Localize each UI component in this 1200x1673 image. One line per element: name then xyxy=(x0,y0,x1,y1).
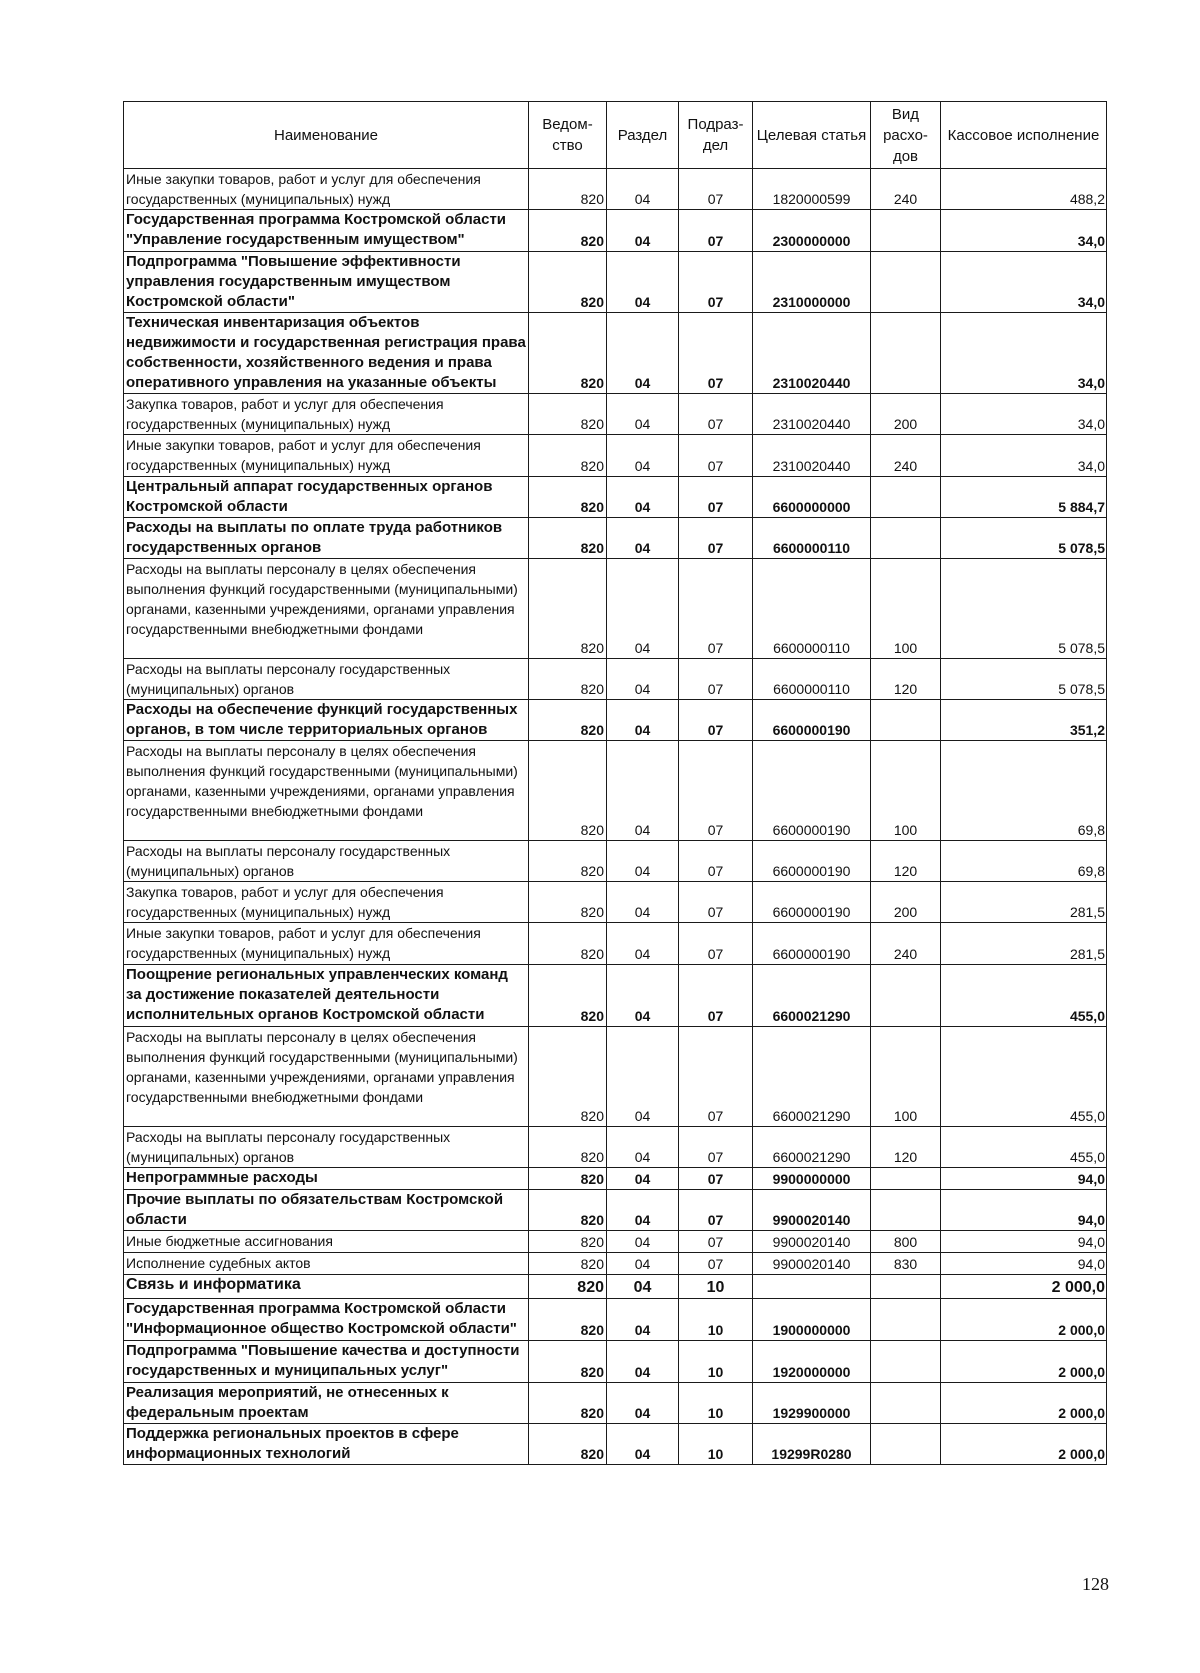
row-razdel-cell: 04 xyxy=(607,1231,679,1253)
row-name-cell: Техническая инвентаризация объектов недвижимости и государственная регистрация права собственности, хозяйственного ведения и права оперативного управления на указанные объекты xyxy=(124,313,529,394)
row-podrazdel-cell: 07 xyxy=(679,1253,753,1275)
row-kassovoe-ispolnenie-cell: 455,0 xyxy=(941,1027,1107,1127)
row-name-cell: Иные бюджетные ассигнования xyxy=(124,1231,529,1253)
row-vid-rashodov-cell: 830 xyxy=(871,1253,941,1275)
row-vedomstvo-cell: 820 xyxy=(529,741,607,841)
table-row xyxy=(124,965,1107,1027)
row-celevaya-statya-cell: 6600000110 xyxy=(753,559,871,659)
row-kassovoe-ispolnenie-cell: 2 000,0 xyxy=(941,1341,1107,1383)
row-vid-rashodov-cell: 200 xyxy=(871,882,941,923)
row-vedomstvo-cell: 820 xyxy=(529,1299,607,1341)
row-vid-rashodov-cell: 200 xyxy=(871,394,941,435)
row-celevaya-statya-cell: 1900000000 xyxy=(753,1299,871,1341)
row-name-cell: Непрограммные расходы xyxy=(124,1168,529,1190)
row-celevaya-statya-cell: 6600000190 xyxy=(753,741,871,841)
row-name-cell: Поддержка региональных проектов в сфере информационных технологий xyxy=(124,1424,529,1465)
row-podrazdel-cell: 10 xyxy=(679,1383,753,1424)
row-kassovoe-ispolnenie-cell: 34,0 xyxy=(941,435,1107,477)
row-kassovoe-ispolnenie-cell: 5 078,5 xyxy=(941,518,1107,559)
table-row xyxy=(124,1299,1107,1341)
table-row xyxy=(124,252,1107,313)
header-razdel: Раздел xyxy=(607,102,679,169)
row-podrazdel-cell: 07 xyxy=(679,741,753,841)
row-podrazdel-cell: 07 xyxy=(679,313,753,394)
row-name-cell: Прочие выплаты по обязательствам Костромской области xyxy=(124,1190,529,1231)
row-vedomstvo-cell: 820 xyxy=(529,313,607,394)
row-vid-rashodov-cell xyxy=(871,700,941,741)
row-kassovoe-ispolnenie-cell: 94,0 xyxy=(941,1190,1107,1231)
row-vedomstvo-cell: 820 xyxy=(529,252,607,313)
row-celevaya-statya-cell: 2300000000 xyxy=(753,210,871,252)
row-kassovoe-ispolnenie-cell: 5 884,7 xyxy=(941,477,1107,518)
row-kassovoe-ispolnenie-cell: 94,0 xyxy=(941,1168,1107,1190)
row-celevaya-statya-cell: 2310020440 xyxy=(753,394,871,435)
row-kassovoe-ispolnenie-cell: 2 000,0 xyxy=(941,1424,1107,1465)
row-razdel-cell: 04 xyxy=(607,394,679,435)
row-vedomstvo-cell: 820 xyxy=(529,559,607,659)
row-celevaya-statya-cell: 6600000190 xyxy=(753,882,871,923)
row-razdel-cell: 04 xyxy=(607,435,679,477)
row-razdel-cell: 04 xyxy=(607,559,679,659)
row-kassovoe-ispolnenie-cell: 2 000,0 xyxy=(941,1299,1107,1341)
row-name-cell: Государственная программа Костромской области "Управление государственным имуществом" xyxy=(124,210,529,252)
row-razdel-cell: 04 xyxy=(607,882,679,923)
table-row xyxy=(124,313,1107,394)
row-podrazdel-cell: 07 xyxy=(679,923,753,965)
row-podrazdel-cell: 10 xyxy=(679,1424,753,1465)
row-name-cell: Связь и информатика xyxy=(124,1275,529,1299)
table-row xyxy=(124,559,1107,659)
row-razdel-cell: 04 xyxy=(607,1341,679,1383)
row-vedomstvo-cell: 820 xyxy=(529,1168,607,1190)
row-vedomstvo-cell: 820 xyxy=(529,477,607,518)
row-name-cell: Закупка товаров, работ и услуг для обеспечения государственных (муниципальных) нужд xyxy=(124,882,529,923)
row-vid-rashodov-cell xyxy=(871,313,941,394)
table-row xyxy=(124,1168,1107,1190)
row-podrazdel-cell: 07 xyxy=(679,435,753,477)
row-vid-rashodov-cell xyxy=(871,965,941,1027)
row-podrazdel-cell: 07 xyxy=(679,1190,753,1231)
row-razdel-cell: 04 xyxy=(607,252,679,313)
row-celevaya-statya-cell: 9900020140 xyxy=(753,1253,871,1275)
header-vedomstvo: Ведом-ство xyxy=(529,102,607,169)
row-name-cell: Закупка товаров, работ и услуг для обеспечения государственных (муниципальных) нужд xyxy=(124,394,529,435)
header-celevaya-statya: Целевая статья xyxy=(753,102,871,169)
row-podrazdel-cell: 07 xyxy=(679,1231,753,1253)
row-kassovoe-ispolnenie-cell: 34,0 xyxy=(941,252,1107,313)
row-podrazdel-cell: 07 xyxy=(679,700,753,741)
row-vid-rashodov-cell: 120 xyxy=(871,659,941,700)
table-row xyxy=(124,1424,1107,1465)
row-vedomstvo-cell: 820 xyxy=(529,700,607,741)
row-name-cell: Иные закупки товаров, работ и услуг для обеспечения государственных (муниципальных) нужд xyxy=(124,169,529,210)
row-name-cell: Расходы на выплаты персоналу в целях обеспечения выполнения функций государственными (муниципальными) органами, казенными учреждениями, органами управления государственными внебюджетными фондами xyxy=(124,1027,529,1127)
row-vedomstvo-cell: 820 xyxy=(529,659,607,700)
row-name-cell: Расходы на выплаты персоналу государственных (муниципальных) органов xyxy=(124,1127,529,1168)
row-kassovoe-ispolnenie-cell: 34,0 xyxy=(941,313,1107,394)
header-podrazdel: Подраз-дел xyxy=(679,102,753,169)
row-razdel-cell: 04 xyxy=(607,477,679,518)
row-vid-rashodov-cell xyxy=(871,1190,941,1231)
row-vedomstvo-cell: 820 xyxy=(529,841,607,882)
table-row xyxy=(124,841,1107,882)
table-row xyxy=(124,1253,1107,1275)
table-row xyxy=(124,1231,1107,1253)
row-podrazdel-cell: 07 xyxy=(679,1027,753,1127)
row-name-cell: Иные закупки товаров, работ и услуг для обеспечения государственных (муниципальных) нужд xyxy=(124,435,529,477)
table-row xyxy=(124,394,1107,435)
row-kassovoe-ispolnenie-cell: 69,8 xyxy=(941,741,1107,841)
row-vid-rashodov-cell xyxy=(871,1299,941,1341)
row-vedomstvo-cell: 820 xyxy=(529,394,607,435)
row-celevaya-statya-cell: 6600021290 xyxy=(753,965,871,1027)
row-vedomstvo-cell: 820 xyxy=(529,518,607,559)
row-podrazdel-cell: 07 xyxy=(679,1127,753,1168)
table-row xyxy=(124,1275,1107,1299)
row-vedomstvo-cell: 820 xyxy=(529,882,607,923)
row-vedomstvo-cell: 820 xyxy=(529,1027,607,1127)
row-podrazdel-cell: 07 xyxy=(679,518,753,559)
row-vid-rashodov-cell: 800 xyxy=(871,1231,941,1253)
row-vid-rashodov-cell xyxy=(871,1275,941,1299)
row-razdel-cell: 04 xyxy=(607,965,679,1027)
row-celevaya-statya-cell: 19299R0280 xyxy=(753,1424,871,1465)
row-razdel-cell: 04 xyxy=(607,1424,679,1465)
row-podrazdel-cell: 07 xyxy=(679,659,753,700)
row-kassovoe-ispolnenie-cell: 94,0 xyxy=(941,1253,1107,1275)
row-razdel-cell: 04 xyxy=(607,1190,679,1231)
budget-execution-table xyxy=(123,101,1107,1465)
row-kassovoe-ispolnenie-cell: 281,5 xyxy=(941,923,1107,965)
row-celevaya-statya-cell: 6600021290 xyxy=(753,1027,871,1127)
row-kassovoe-ispolnenie-cell: 5 078,5 xyxy=(941,659,1107,700)
table-row xyxy=(124,435,1107,477)
row-celevaya-statya-cell: 9900020140 xyxy=(753,1190,871,1231)
row-celevaya-statya-cell: 6600021290 xyxy=(753,1127,871,1168)
row-podrazdel-cell: 07 xyxy=(679,169,753,210)
table-row xyxy=(124,882,1107,923)
row-name-cell: Иные закупки товаров, работ и услуг для обеспечения государственных (муниципальных) нужд xyxy=(124,923,529,965)
row-name-cell: Поощрение региональных управленческих команд за достижение показателей деятельности исполнительных органов Костромской области xyxy=(124,965,529,1027)
row-kassovoe-ispolnenie-cell: 94,0 xyxy=(941,1231,1107,1253)
row-razdel-cell: 04 xyxy=(607,1383,679,1424)
table-row xyxy=(124,477,1107,518)
row-name-cell: Центральный аппарат государственных органов Костромской области xyxy=(124,477,529,518)
row-vid-rashodov-cell xyxy=(871,1168,941,1190)
row-kassovoe-ispolnenie-cell: 34,0 xyxy=(941,210,1107,252)
row-podrazdel-cell: 10 xyxy=(679,1341,753,1383)
row-vid-rashodov-cell xyxy=(871,518,941,559)
row-vid-rashodov-cell xyxy=(871,1424,941,1465)
row-razdel-cell: 04 xyxy=(607,169,679,210)
table-body xyxy=(124,169,1107,1465)
row-celevaya-statya-cell: 6600000190 xyxy=(753,700,871,741)
table-header-row xyxy=(124,102,1107,169)
row-vedomstvo-cell: 820 xyxy=(529,965,607,1027)
row-vedomstvo-cell: 820 xyxy=(529,169,607,210)
row-celevaya-statya-cell xyxy=(753,1275,871,1299)
row-celevaya-statya-cell: 2310020440 xyxy=(753,435,871,477)
header-vid-rashodov: Вид расхо-дов xyxy=(871,102,941,169)
row-name-cell: Расходы на выплаты персоналу в целях обеспечения выполнения функций государственными (муниципальными) органами, казенными учреждениями, органами управления государственными внебюджетными фондами xyxy=(124,559,529,659)
row-name-cell: Расходы на обеспечение функций государственных органов, в том числе территориальных органов xyxy=(124,700,529,741)
row-podrazdel-cell: 10 xyxy=(679,1299,753,1341)
row-celevaya-statya-cell: 9900020140 xyxy=(753,1231,871,1253)
table-row xyxy=(124,1127,1107,1168)
row-kassovoe-ispolnenie-cell: 351,2 xyxy=(941,700,1107,741)
row-vedomstvo-cell: 820 xyxy=(529,1190,607,1231)
row-vedomstvo-cell: 820 xyxy=(529,1127,607,1168)
row-name-cell: Подпрограмма "Повышение эффективности управления государственным имуществом Костромской области" xyxy=(124,252,529,313)
row-kassovoe-ispolnenie-cell: 2 000,0 xyxy=(941,1275,1107,1299)
row-vid-rashodov-cell: 120 xyxy=(871,841,941,882)
table-row xyxy=(124,1027,1107,1127)
row-vid-rashodov-cell xyxy=(871,252,941,313)
row-podrazdel-cell: 07 xyxy=(679,210,753,252)
table-row xyxy=(124,923,1107,965)
row-celevaya-statya-cell: 6600000110 xyxy=(753,518,871,559)
table-row xyxy=(124,1383,1107,1424)
row-celevaya-statya-cell: 2310000000 xyxy=(753,252,871,313)
row-vedomstvo-cell: 820 xyxy=(529,210,607,252)
row-kassovoe-ispolnenie-cell: 69,8 xyxy=(941,841,1107,882)
row-vid-rashodov-cell: 100 xyxy=(871,741,941,841)
row-razdel-cell: 04 xyxy=(607,923,679,965)
row-podrazdel-cell: 07 xyxy=(679,252,753,313)
row-razdel-cell: 04 xyxy=(607,210,679,252)
row-name-cell: Государственная программа Костромской области "Информационное общество Костромской области" xyxy=(124,1299,529,1341)
table-row xyxy=(124,741,1107,841)
table-row xyxy=(124,210,1107,252)
row-kassovoe-ispolnenie-cell: 34,0 xyxy=(941,394,1107,435)
row-celevaya-statya-cell: 1920000000 xyxy=(753,1341,871,1383)
row-vedomstvo-cell: 820 xyxy=(529,1383,607,1424)
row-razdel-cell: 04 xyxy=(607,1253,679,1275)
row-podrazdel-cell: 07 xyxy=(679,841,753,882)
row-vid-rashodov-cell: 100 xyxy=(871,1027,941,1127)
table-row xyxy=(124,1190,1107,1231)
row-razdel-cell: 04 xyxy=(607,1127,679,1168)
row-vedomstvo-cell: 820 xyxy=(529,435,607,477)
row-podrazdel-cell: 07 xyxy=(679,1168,753,1190)
row-kassovoe-ispolnenie-cell: 2 000,0 xyxy=(941,1383,1107,1424)
row-razdel-cell: 04 xyxy=(607,518,679,559)
row-vedomstvo-cell: 820 xyxy=(529,1231,607,1253)
row-celevaya-statya-cell: 1820000599 xyxy=(753,169,871,210)
row-name-cell: Исполнение судебных актов xyxy=(124,1253,529,1275)
row-kassovoe-ispolnenie-cell: 5 078,5 xyxy=(941,559,1107,659)
row-vedomstvo-cell: 820 xyxy=(529,923,607,965)
row-razdel-cell: 04 xyxy=(607,700,679,741)
row-vedomstvo-cell: 820 xyxy=(529,1424,607,1465)
row-razdel-cell: 04 xyxy=(607,841,679,882)
row-vid-rashodov-cell xyxy=(871,210,941,252)
row-podrazdel-cell: 07 xyxy=(679,559,753,659)
row-razdel-cell: 04 xyxy=(607,1299,679,1341)
row-name-cell: Расходы на выплаты персоналу в целях обеспечения выполнения функций государственными (муниципальными) органами, казенными учреждениями, органами управления государственными внебюджетными фондами xyxy=(124,741,529,841)
header-kassovoe-ispolnenie: Кассовое исполнение xyxy=(941,102,1107,169)
table-row xyxy=(124,169,1107,210)
row-name-cell: Расходы на выплаты персоналу государственных (муниципальных) органов xyxy=(124,841,529,882)
row-kassovoe-ispolnenie-cell: 281,5 xyxy=(941,882,1107,923)
row-celevaya-statya-cell: 6600000190 xyxy=(753,841,871,882)
row-celevaya-statya-cell: 6600000190 xyxy=(753,923,871,965)
row-vedomstvo-cell: 820 xyxy=(529,1341,607,1383)
row-vid-rashodov-cell: 240 xyxy=(871,435,941,477)
row-kassovoe-ispolnenie-cell: 455,0 xyxy=(941,1127,1107,1168)
row-vid-rashodov-cell: 240 xyxy=(871,169,941,210)
row-kassovoe-ispolnenie-cell: 455,0 xyxy=(941,965,1107,1027)
row-podrazdel-cell: 07 xyxy=(679,394,753,435)
row-name-cell: Реализация мероприятий, не отнесенных к федеральным проектам xyxy=(124,1383,529,1424)
row-podrazdel-cell: 07 xyxy=(679,965,753,1027)
row-vid-rashodov-cell xyxy=(871,1341,941,1383)
row-name-cell: Расходы на выплаты по оплате труда работников государственных органов xyxy=(124,518,529,559)
row-name-cell: Расходы на выплаты персоналу государственных (муниципальных) органов xyxy=(124,659,529,700)
table-row xyxy=(124,659,1107,700)
table-row xyxy=(124,518,1107,559)
row-celevaya-statya-cell: 9900000000 xyxy=(753,1168,871,1190)
row-celevaya-statya-cell: 6600000000 xyxy=(753,477,871,518)
row-podrazdel-cell: 07 xyxy=(679,882,753,923)
row-celevaya-statya-cell: 6600000110 xyxy=(753,659,871,700)
row-celevaya-statya-cell: 1929900000 xyxy=(753,1383,871,1424)
row-name-cell: Подпрограмма "Повышение качества и доступности государственных и муниципальных услуг" xyxy=(124,1341,529,1383)
row-vid-rashodov-cell: 240 xyxy=(871,923,941,965)
page-number: 128 xyxy=(1082,1574,1109,1594)
row-razdel-cell: 04 xyxy=(607,1275,679,1299)
row-vid-rashodov-cell xyxy=(871,477,941,518)
row-vid-rashodov-cell: 120 xyxy=(871,1127,941,1168)
row-kassovoe-ispolnenie-cell: 488,2 xyxy=(941,169,1107,210)
row-vedomstvo-cell: 820 xyxy=(529,1253,607,1275)
row-vedomstvo-cell: 820 xyxy=(529,1275,607,1299)
table-row xyxy=(124,700,1107,741)
row-podrazdel-cell: 07 xyxy=(679,477,753,518)
row-vid-rashodov-cell xyxy=(871,1383,941,1424)
table-row xyxy=(124,1341,1107,1383)
row-celevaya-statya-cell: 2310020440 xyxy=(753,313,871,394)
row-razdel-cell: 04 xyxy=(607,313,679,394)
row-vid-rashodov-cell: 100 xyxy=(871,559,941,659)
row-podrazdel-cell: 10 xyxy=(679,1275,753,1299)
row-razdel-cell: 04 xyxy=(607,1027,679,1127)
row-razdel-cell: 04 xyxy=(607,741,679,841)
row-razdel-cell: 04 xyxy=(607,1168,679,1190)
row-razdel-cell: 04 xyxy=(607,659,679,700)
header-name: Наименование xyxy=(124,102,529,169)
